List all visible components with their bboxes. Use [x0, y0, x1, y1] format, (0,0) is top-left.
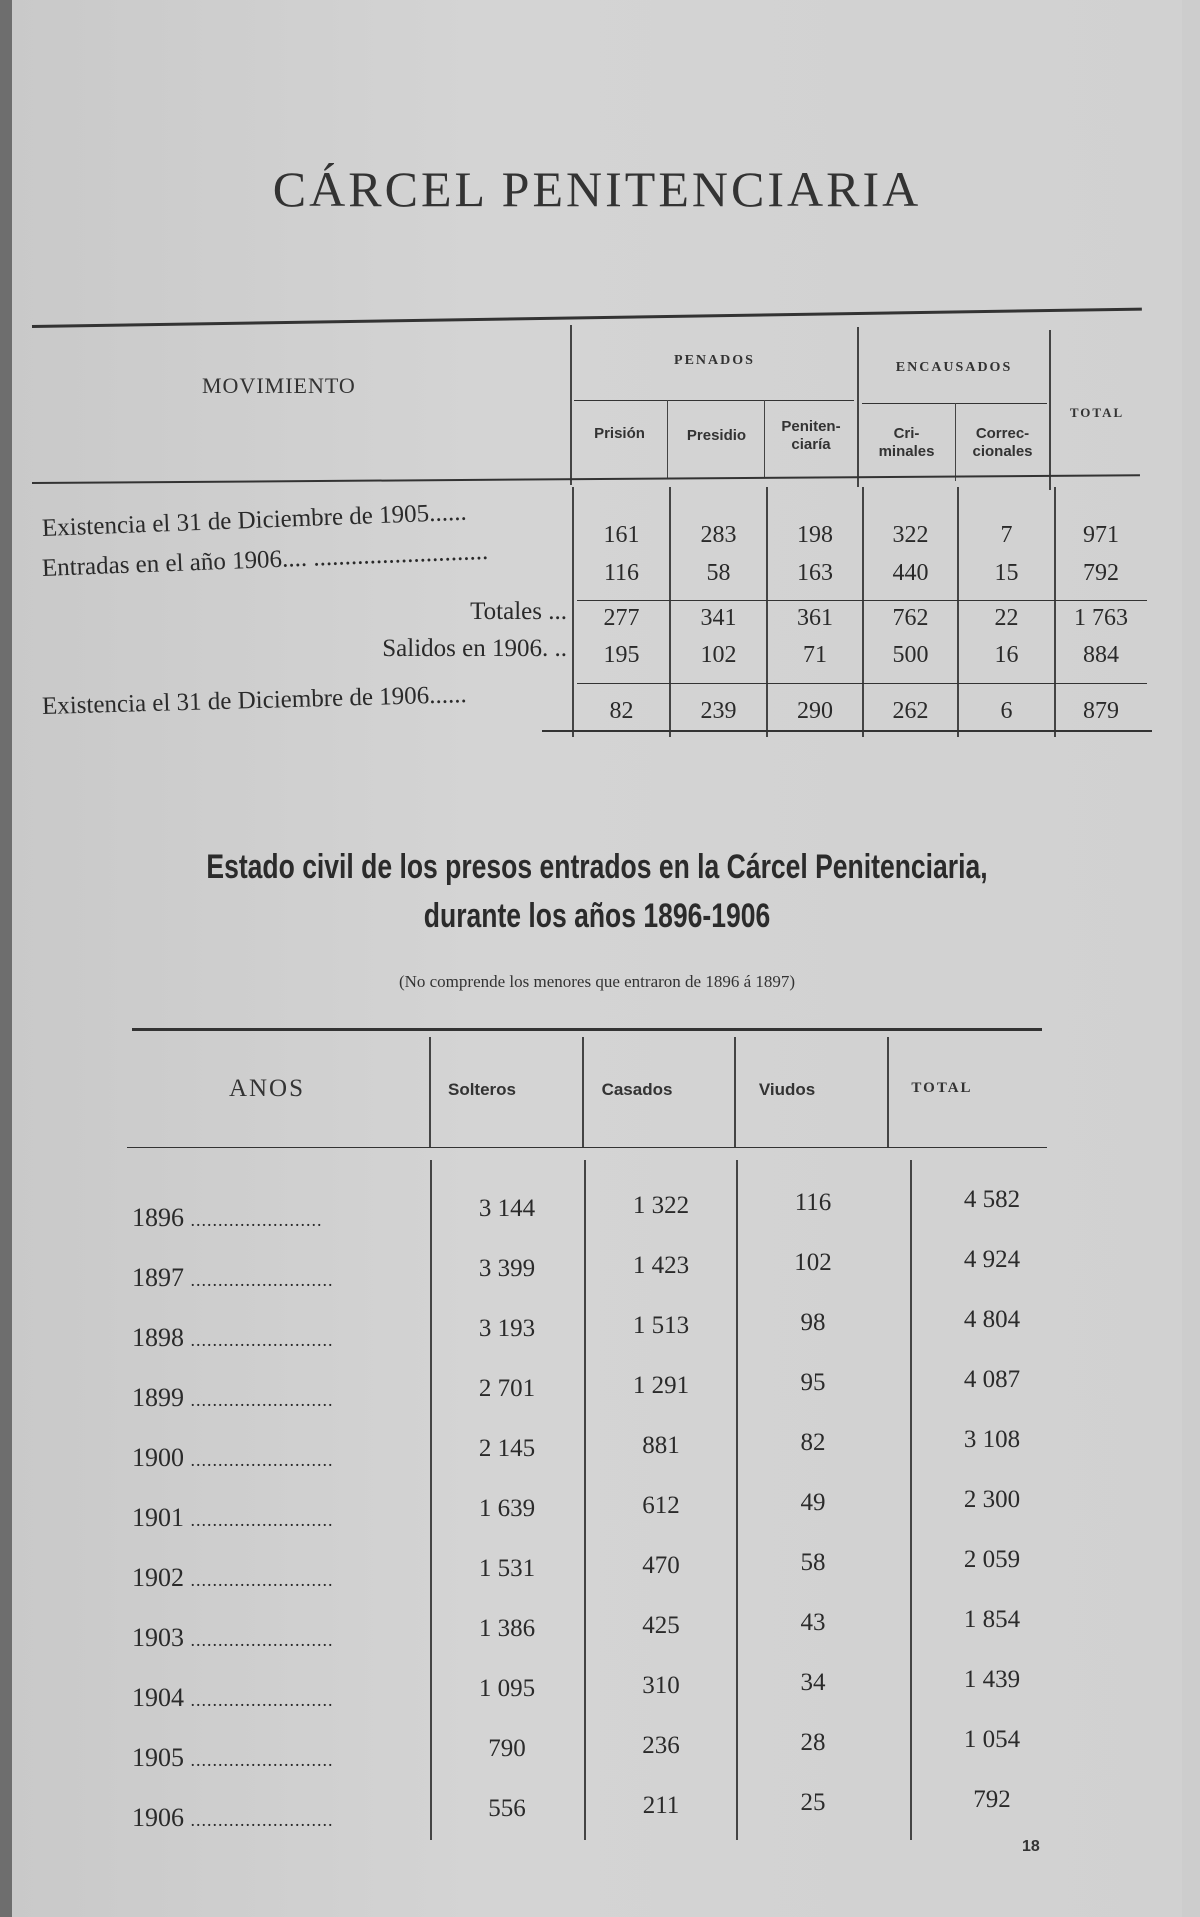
cell-casados: 1 322 [632, 1192, 690, 1219]
header-movimiento: MOVIMIENTO [202, 373, 356, 398]
cell-casados: 310 [642, 1672, 680, 1699]
movement-table [32, 315, 1152, 745]
header-total: TOTAL [911, 1080, 973, 1096]
year-value: 1905 [132, 1743, 184, 1772]
cell-prision: 161 [603, 522, 640, 548]
cell-total: 1 054 [963, 1726, 1021, 1753]
year-label [132, 1623, 334, 1653]
cell-total: 971 [1083, 522, 1119, 548]
cell-criminales: 762 [892, 605, 929, 631]
header-correccionales-line2: cionales [972, 443, 1033, 460]
cell-viudos: 98 [800, 1309, 826, 1336]
cell-solteros: 3 399 [478, 1255, 536, 1282]
cell-presidio: 58 [706, 560, 731, 586]
leader-dots: .......................... [190, 1570, 334, 1590]
year-value: 1903 [132, 1623, 184, 1652]
header-viudos: Viudos [758, 1080, 816, 1099]
row-label-totales: Totales ... [470, 598, 567, 625]
cell-criminales: 262 [892, 698, 929, 724]
cell-casados: 1 291 [632, 1372, 690, 1399]
cell-total: 4 087 [963, 1366, 1021, 1393]
subtotal-rule [577, 683, 1147, 684]
cell-solteros: 2 145 [478, 1435, 536, 1462]
cell-correccionales: 7 [1000, 522, 1013, 548]
header-penitenciaria [766, 418, 856, 454]
subtotal-rule [577, 600, 1147, 601]
cell-total: 1 763 [1074, 605, 1128, 631]
cell-prision: 116 [603, 560, 640, 586]
cell-penitenciaria: 198 [797, 522, 833, 548]
header-criminales-line2: minales [878, 443, 935, 460]
year-value: 1898 [132, 1323, 184, 1352]
cell-viudos: 95 [800, 1369, 826, 1396]
cell-solteros: 556 [488, 1795, 526, 1822]
header-penitenciaria-line2: ciaría [791, 436, 831, 453]
year-value: 1897 [132, 1263, 184, 1292]
cell-correccionales: 16 [994, 642, 1019, 668]
cell-viudos: 43 [800, 1609, 826, 1636]
header-casados: Casados [601, 1080, 673, 1099]
cell-correccionales: 15 [994, 560, 1019, 586]
cell-viudos: 58 [800, 1549, 826, 1576]
divider [857, 327, 859, 487]
divider [887, 1037, 889, 1147]
page-title: CÁRCEL PENITENCIARIA [272, 161, 922, 217]
header-anos: ANOS [228, 1075, 306, 1102]
header-correccionales [956, 425, 1049, 461]
cell-viudos: 102 [794, 1249, 832, 1276]
table-bottom-rule [542, 730, 1152, 732]
year-value: 1901 [132, 1503, 184, 1532]
cell-total: 2 059 [963, 1546, 1021, 1573]
cell-total: 792 [973, 1786, 1011, 1813]
table-top-rule [132, 1028, 1042, 1031]
header-bottom-rule [127, 1147, 1047, 1148]
cell-casados: 1 513 [632, 1312, 690, 1339]
row-label-existencia-1905: Existencia el 31 de Diciembre de 1905...... [41, 498, 468, 542]
year-label [132, 1803, 334, 1833]
cell-solteros: 790 [488, 1735, 526, 1762]
header-encausados: ENCAUSADOS [895, 360, 1013, 375]
row-label-entradas-1906: Entradas en el año 1906.... ............................ [41, 537, 489, 582]
header-bottom-rule [32, 474, 1140, 484]
cell-total: 4 804 [963, 1306, 1021, 1333]
cell-solteros: 3 144 [478, 1195, 536, 1222]
year-value: 1906 [132, 1803, 184, 1832]
year-label [132, 1503, 334, 1533]
leader-dots: .......................... [190, 1390, 334, 1410]
year-label [132, 1263, 334, 1293]
year-label [132, 1383, 334, 1413]
cell-viudos: 82 [800, 1429, 826, 1456]
leader-dots: .......................... [190, 1690, 334, 1710]
cell-penitenciaria: 290 [797, 698, 833, 724]
section-note: (No comprende los menores que entraron de 1896 á 1897) [398, 972, 796, 991]
year-value: 1899 [132, 1383, 184, 1412]
year-label [132, 1323, 334, 1353]
leader-dots: .......................... [190, 1630, 334, 1650]
cell-criminales: 440 [892, 560, 929, 586]
cell-prision: 82 [609, 698, 634, 724]
year-label [132, 1443, 334, 1473]
cell-solteros: 1 531 [478, 1555, 536, 1582]
cell-prision: 195 [603, 642, 640, 668]
divider [910, 1160, 912, 1840]
cell-total: 1 854 [963, 1606, 1021, 1633]
header-solteros: Solteros [447, 1080, 517, 1099]
year-label [132, 1563, 334, 1593]
cell-viudos: 34 [800, 1669, 826, 1696]
leader-dots: .......................... [190, 1750, 334, 1770]
header-presidio: Presidio [686, 427, 747, 444]
cell-total: 879 [1083, 698, 1119, 724]
leader-dots: ........................ [190, 1210, 323, 1230]
section-heading-line2: durante los años 1896-1906 [423, 897, 771, 935]
row-label-salidos-1906: Salidos en 1906. .. [382, 635, 567, 662]
leader-dots: .......................... [190, 1330, 334, 1350]
year-label [132, 1683, 334, 1713]
cell-casados: 1 423 [632, 1252, 690, 1279]
cell-casados: 211 [642, 1792, 680, 1819]
cell-correccionales: 6 [1000, 698, 1013, 724]
cell-prision: 277 [603, 605, 640, 631]
cell-presidio: 239 [700, 698, 737, 724]
divider [734, 1037, 736, 1147]
cell-penitenciaria: 71 [803, 642, 827, 668]
cell-viudos: 116 [794, 1189, 832, 1216]
year-value: 1896 [132, 1203, 184, 1232]
header-criminales-line1: Cri- [893, 425, 920, 442]
cell-criminales: 322 [892, 522, 929, 548]
cell-casados: 236 [642, 1732, 680, 1759]
year-value: 1904 [132, 1683, 184, 1712]
cell-casados: 425 [642, 1612, 680, 1639]
table-top-rule [32, 308, 1142, 328]
header-criminales [859, 425, 954, 461]
cell-solteros: 1 386 [478, 1615, 536, 1642]
cell-penitenciaria: 163 [797, 560, 833, 586]
leader-dots: .......................... [190, 1510, 334, 1530]
leader-dots: .......................... [190, 1270, 334, 1290]
cell-viudos: 28 [800, 1729, 826, 1756]
cell-total: 1 439 [963, 1666, 1021, 1693]
cell-penitenciaria: 361 [797, 605, 833, 631]
binding-gutter [0, 0, 12, 1917]
divider [429, 1037, 431, 1147]
year-value: 1900 [132, 1443, 184, 1472]
cell-casados: 612 [642, 1492, 680, 1519]
divider [764, 400, 765, 478]
cell-casados: 470 [642, 1552, 680, 1579]
civil-status-table [132, 1025, 1052, 1885]
section-heading-line1: Estado civil de los presos entrados en la Cárcel Penitenciaria, [206, 848, 988, 886]
cell-total: 4 582 [963, 1186, 1021, 1213]
cell-correccionales: 22 [994, 605, 1019, 631]
page-number: 18 [1022, 1838, 1040, 1855]
cell-total: 4 924 [963, 1246, 1021, 1273]
year-label [132, 1203, 323, 1233]
cell-solteros: 1 095 [478, 1675, 536, 1702]
leader-dots: .......................... [190, 1810, 334, 1830]
cell-presidio: 102 [700, 642, 737, 668]
cell-total: 792 [1083, 560, 1119, 586]
divider [570, 325, 572, 485]
year-label [132, 1743, 334, 1773]
header-correccionales-line1: Correc- [975, 425, 1030, 442]
cell-viudos: 49 [800, 1489, 826, 1516]
divider [1049, 330, 1051, 490]
header-penados: PENADOS [674, 353, 755, 368]
cell-presidio: 341 [700, 605, 737, 631]
cell-total: 884 [1083, 642, 1119, 668]
cell-total: 2 300 [963, 1486, 1021, 1513]
cell-casados: 881 [642, 1432, 680, 1459]
header-penitenciaria-line1: Peniten- [781, 418, 841, 435]
cell-viudos: 25 [800, 1789, 826, 1816]
year-value: 1902 [132, 1563, 184, 1592]
header-prision: Prisión [594, 425, 645, 442]
cell-presidio: 283 [700, 522, 737, 548]
header-total: TOTAL [1069, 405, 1125, 420]
cell-total: 3 108 [963, 1426, 1021, 1453]
cell-solteros: 3 193 [478, 1315, 536, 1342]
header-subrule [574, 400, 854, 401]
cell-criminales: 500 [892, 642, 929, 668]
leader-dots: .......................... [190, 1450, 334, 1470]
page [12, 0, 1182, 1917]
row-label-existencia-1906: Existencia el 31 de Diciembre de 1906...... [41, 681, 468, 720]
divider [667, 400, 668, 478]
divider [582, 1037, 584, 1147]
cell-solteros: 2 701 [478, 1375, 536, 1402]
cell-solteros: 1 639 [478, 1495, 536, 1522]
